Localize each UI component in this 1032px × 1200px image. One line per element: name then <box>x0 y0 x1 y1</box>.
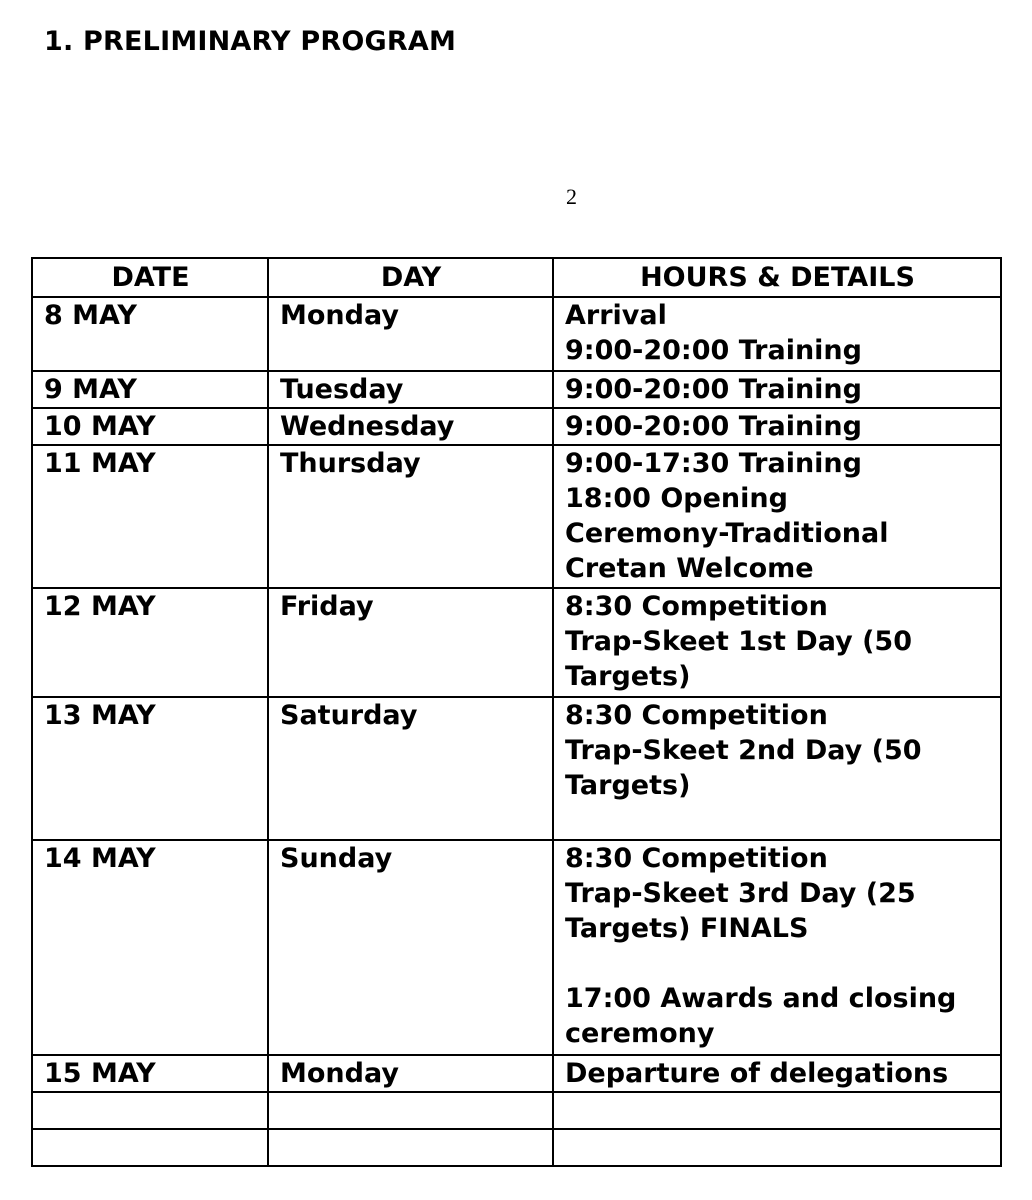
date-cell: 15 MAY <box>32 1055 268 1092</box>
table-row <box>32 408 1001 445</box>
date-cell: 9 MAY <box>32 371 268 408</box>
table-header-row <box>32 258 1001 297</box>
header-date: DATE <box>32 258 268 297</box>
details-line: 17:00 Awards and closing <box>565 983 957 1014</box>
date-cell: 11 MAY <box>32 445 268 588</box>
date-cell: 10 MAY <box>32 408 268 445</box>
details-line: 9:00-20:00 Training <box>565 374 862 405</box>
day-cell: Sunday <box>268 840 553 1055</box>
details-spacer <box>565 946 990 981</box>
details-line: 8:30 Competition <box>565 843 828 874</box>
day-cell: Tuesday <box>268 371 553 408</box>
details-cell <box>553 408 1001 445</box>
details-line: Trap-Skeet 3rd Day (25 <box>565 878 916 909</box>
details-cell <box>553 697 1001 840</box>
date-cell: 13 MAY <box>32 697 268 840</box>
empty-cell <box>32 1092 268 1129</box>
table-row <box>32 297 1001 371</box>
empty-cell <box>553 1129 1001 1166</box>
details-line: 18:00 Opening <box>565 483 788 514</box>
details-line: Arrival <box>565 300 667 331</box>
table-row <box>32 840 1001 1055</box>
details-line: Departure of delegations <box>565 1058 949 1089</box>
details-line: Cretan Welcome <box>565 553 814 584</box>
details-line: Ceremony-Traditional <box>565 518 889 549</box>
details-line: Trap-Skeet 2nd Day (50 <box>565 735 922 766</box>
day-cell: Monday <box>268 297 553 371</box>
empty-cell <box>553 1092 1001 1129</box>
table-row <box>32 697 1001 840</box>
details-cell <box>553 840 1001 1055</box>
date-cell: 14 MAY <box>32 840 268 1055</box>
details-line: Targets) <box>565 770 691 801</box>
details-line: ceremony <box>565 1018 715 1049</box>
date-cell: 8 MAY <box>32 297 268 371</box>
page-title: 1. PRELIMINARY PROGRAM <box>44 26 457 57</box>
details-cell <box>553 588 1001 697</box>
page-number: 2 <box>566 184 577 209</box>
empty-row <box>32 1129 1001 1166</box>
table-row <box>32 445 1001 588</box>
details-cell <box>553 297 1001 371</box>
details-line: 9:00-17:30 Training <box>565 448 862 479</box>
day-cell: Saturday <box>268 697 553 840</box>
empty-cell <box>268 1092 553 1129</box>
empty-cell <box>32 1129 268 1166</box>
date-cell: 12 MAY <box>32 588 268 697</box>
day-cell: Thursday <box>268 445 553 588</box>
details-line: 8:30 Competition <box>565 591 828 622</box>
details-line: Trap-Skeet 1st Day (50 <box>565 626 913 657</box>
table-row <box>32 588 1001 697</box>
details-cell <box>553 445 1001 588</box>
header-hours-details: HOURS & DETAILS <box>553 258 1001 297</box>
details-cell <box>553 371 1001 408</box>
day-cell: Monday <box>268 1055 553 1092</box>
details-cell <box>553 1055 1001 1092</box>
details-line: Targets) FINALS <box>565 913 809 944</box>
details-line: 9:00-20:00 Training <box>565 335 862 366</box>
header-day: DAY <box>268 258 553 297</box>
details-line: 8:30 Competition <box>565 700 828 731</box>
day-cell: Friday <box>268 588 553 697</box>
program-table <box>31 257 1002 1167</box>
day-cell: Wednesday <box>268 408 553 445</box>
details-line: Targets) <box>565 661 691 692</box>
empty-row <box>32 1092 1001 1129</box>
empty-cell <box>268 1129 553 1166</box>
table-row <box>32 1055 1001 1092</box>
table-row <box>32 371 1001 408</box>
details-line: 9:00-20:00 Training <box>565 411 862 442</box>
